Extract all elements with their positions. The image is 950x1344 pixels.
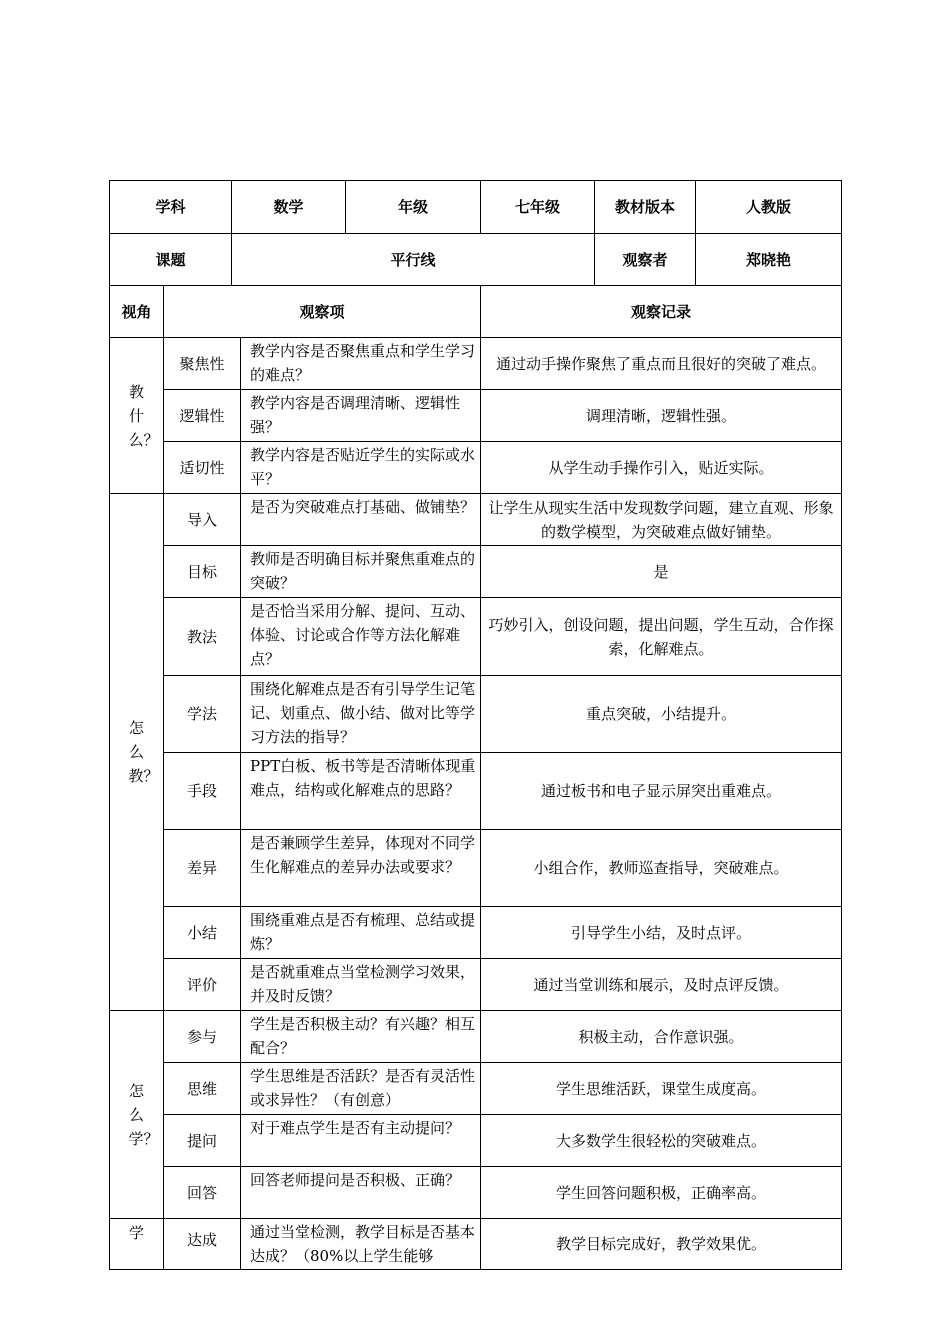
item-cell: 导入 [164,494,241,546]
table-row [110,907,842,959]
item-cell: 适切性 [164,442,241,494]
edition-value: 人教版 [696,181,842,234]
question-cell: 是否恰当采用分解、提问、互动、体验、讨论或合作等方法化解难点？ [241,598,481,676]
question-cell: 学生是否积极主动？有兴趣？相互配合？ [241,1011,481,1063]
record-cell: 学生回答问题积极，正确率高。 [481,1167,842,1219]
item-cell: 差异 [164,830,241,907]
column-header-row [110,286,842,338]
table-row [110,1115,842,1167]
table-row [110,546,842,598]
item-cell: 回答 [164,1167,241,1219]
table-row [110,442,842,494]
record-cell: 从学生动手操作引入，贴近实际。 [481,442,842,494]
record-cell: 调理清晰，逻辑性强。 [481,390,842,442]
item-cell: 思维 [164,1063,241,1115]
perspective-cell: 学 [110,1219,164,1270]
record-cell: 通过动手操作聚焦了重点而且很好的突破了难点。 [481,338,842,390]
table-row [110,1167,842,1219]
record-cell: 通过当堂训练和展示，及时点评反馈。 [481,959,842,1011]
record-cell: 学生思维活跃，课堂生成度高。 [481,1063,842,1115]
table-row [110,338,842,390]
question-cell: 围绕重难点是否有梳理、总结或提炼？ [241,907,481,959]
observation-table [109,180,842,1270]
item-cell: 参与 [164,1011,241,1063]
question-cell: 教师是否明确目标并聚焦重难点的突破？ [241,546,481,598]
table-row [110,390,842,442]
table-row [110,1063,842,1115]
item-cell: 小结 [164,907,241,959]
table-row [110,959,842,1011]
observer-value: 郑晓艳 [696,234,842,286]
perspective-header: 视角 [110,286,164,338]
question-cell: 是否为突破难点打基础、做铺垫？ [241,494,481,546]
grade-label: 年级 [346,181,481,234]
question-cell: PPT白板、板书等是否清晰体现重难点，结构或化解难点的思路？ [241,753,481,830]
perspective-cell: 教什么？ [110,338,164,494]
records-header: 观察记录 [481,286,842,338]
table-row [110,598,842,676]
perspective-cell: 怎么教？ [110,494,164,1011]
item-cell: 教法 [164,598,241,676]
topic-label: 课题 [110,234,232,286]
question-cell: 通过当堂检测，教学目标是否基本达成？（80%以上学生能够 [241,1219,481,1270]
question-cell: 学生思维是否活跃？是否有灵活性或求异性？（有创意） [241,1063,481,1115]
grade-value: 七年级 [481,181,595,234]
question-cell: 是否就重难点当堂检测学习效果，并及时反馈？ [241,959,481,1011]
item-cell: 逻辑性 [164,390,241,442]
record-cell: 通过板书和电子显示屏突出重难点。 [481,753,842,830]
question-cell: 教学内容是否聚焦重点和学生学习的难点？ [241,338,481,390]
question-cell: 对于难点学生是否有主动提问？ [241,1115,481,1167]
table-row [110,676,842,753]
record-cell: 引导学生小结，及时点评。 [481,907,842,959]
record-cell: 重点突破，小结提升。 [481,676,842,753]
item-cell: 聚焦性 [164,338,241,390]
items-header: 观察项 [164,286,481,338]
record-cell: 是 [481,546,842,598]
item-cell: 评价 [164,959,241,1011]
header-row-1 [110,181,842,234]
subject-label: 学科 [110,181,232,234]
observer-label: 观察者 [595,234,696,286]
record-cell: 让学生从现实生活中发现数学问题，建立直观、形象的数学模型，为突破难点做好铺垫。 [481,494,842,546]
edition-label: 教材版本 [595,181,696,234]
record-cell: 巧妙引入，创设问题，提出问题，学生互动，合作探索，化解难点。 [481,598,842,676]
header-row-2 [110,234,842,286]
record-cell: 小组合作，教师巡查指导，突破难点。 [481,830,842,907]
subject-value: 数学 [232,181,346,234]
question-cell: 围绕化解难点是否有引导学生记笔记、划重点、做小结、做对比等学习方法的指导？ [241,676,481,753]
record-cell: 教学目标完成好，教学效果优。 [481,1219,842,1270]
table-row [110,494,842,546]
item-cell: 达成 [164,1219,241,1270]
question-cell: 教学内容是否贴近学生的实际或水平？ [241,442,481,494]
item-cell: 目标 [164,546,241,598]
question-cell: 教学内容是否调理清晰、逻辑性强？ [241,390,481,442]
perspective-cell: 怎么学？ [110,1011,164,1219]
item-cell: 提问 [164,1115,241,1167]
table-row [110,753,842,830]
record-cell: 大多数学生很轻松的突破难点。 [481,1115,842,1167]
question-cell: 回答老师提问是否积极、正确？ [241,1167,481,1219]
record-cell: 积极主动，合作意识强。 [481,1011,842,1063]
topic-value: 平行线 [232,234,595,286]
item-cell: 手段 [164,753,241,830]
table-row [110,1011,842,1063]
item-cell: 学法 [164,676,241,753]
table-row [110,1219,842,1270]
question-cell: 是否兼顾学生差异，体现对不同学生化解难点的差异办法或要求？ [241,830,481,907]
table-row [110,830,842,907]
